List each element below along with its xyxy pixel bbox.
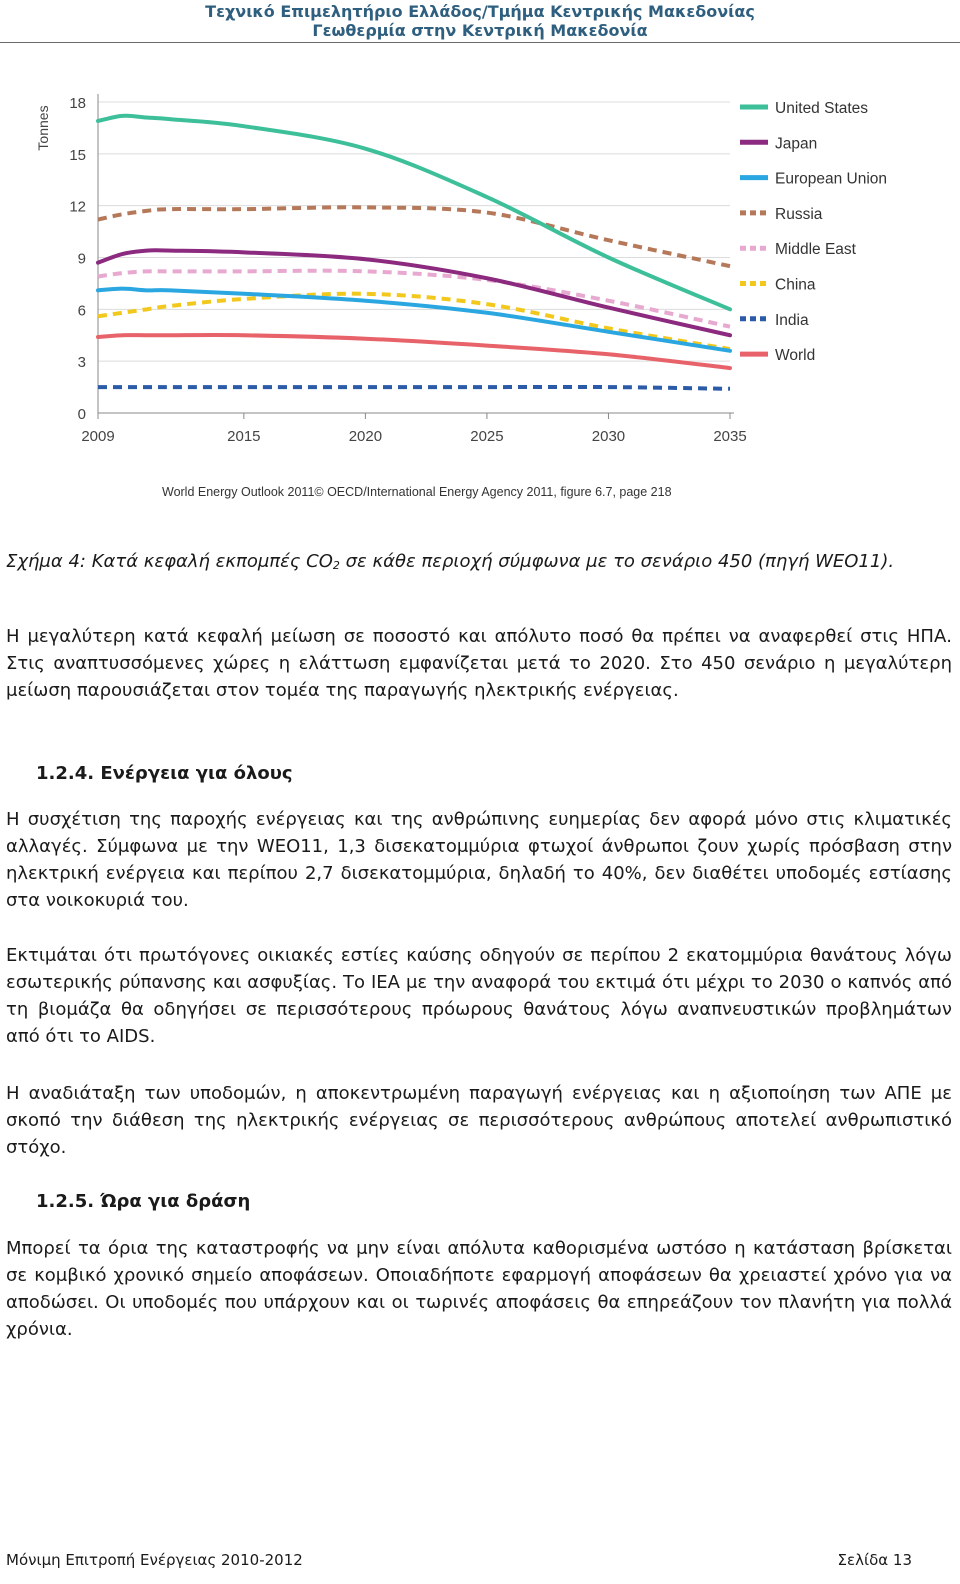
legend-label: Japan [775, 135, 818, 153]
y-tick-label: 18 [69, 95, 86, 112]
chart-y-axis-label: Tonnes [35, 105, 51, 151]
caption-suffix: σε κάθε περιοχή σύμφωνα με το σενάριο 450 (πηγή WEO11). [339, 551, 895, 572]
y-tick-label: 6 [77, 302, 86, 320]
legend-label: World [775, 347, 816, 365]
figure-caption [6, 548, 952, 577]
paragraph-infrastructure: Η αναδιάταξη των υποδομών, η αποκεντρωμένη παραγωγή ενέργειας και η αξιοποίηση των ΑΠΕ με σκοπό την διάθεση της ηλεκτρικής ενέργειας σε περισσότερους ανθρώπους αποτελεί ανθρωπιστικό στόχο. [6, 1083, 952, 1158]
y-tick-label: 3 [77, 354, 86, 372]
section-heading-energy-for-all: 1.2.4. Ενέργεια για όλους [36, 763, 293, 784]
chart-series [98, 116, 730, 389]
y-tick-label: 12 [69, 198, 86, 216]
section-heading-time-for-action: 1.2.5. Ώρα για δράση [36, 1191, 251, 1212]
co2-per-capita-chart [28, 80, 908, 510]
caption-prefix: Σχήμα 4: Κατά κεφαλή εκπομπές CO [6, 551, 333, 572]
header-organization: Τεχνικό Επιμελητήριο Ελλάδος/Τμήμα Κεντρικής Μακεδονίας [205, 2, 755, 21]
x-tick-label: 2009 [81, 428, 115, 445]
caption-subscript: 2 [332, 559, 340, 572]
paragraph-time-for-action: Μπορεί τα όρια της καταστροφής να μην είναι απόλυτα καθορισμένα ωστόσο η κατάσταση βρίσκεται σε κομβικό χρονικό σημείο αποφάσεων. Οποιαδήποτε εφαρμογή αποφάσεων θα χρειαστεί χρόνο για να αποδώσει. Οι υποδομές που υπάρχουν και οι τωρινές αποφάσεις θα επηρεάζουν τον πλανήτη για πολλά χρόνια. [6, 1238, 952, 1340]
legend-label: Russia [775, 205, 823, 223]
footer-page-number: Σελίδα 13 [837, 1551, 912, 1569]
chart-axes [69, 94, 746, 445]
x-tick-label: 2035 [713, 428, 747, 445]
y-tick-label: 9 [77, 250, 86, 268]
chart-gridlines [98, 102, 730, 361]
series-line-world [98, 335, 730, 368]
y-tick-label: 15 [69, 146, 86, 164]
header-divider [0, 42, 960, 43]
legend-label: European Union [775, 170, 888, 188]
x-tick-label: 2025 [470, 428, 504, 445]
header-document-title: Γεωθερμία στην Κεντρική Μακεδονία [312, 21, 648, 40]
series-line-india [98, 387, 730, 389]
legend-label: Middle East [775, 241, 856, 259]
x-tick-label: 2020 [348, 428, 383, 445]
legend-label: India [775, 311, 809, 329]
series-line-middle-east [98, 271, 730, 327]
footer-committee: Μόνιμη Επιτροπή Ενέργειας 2010-2012 [6, 1551, 303, 1569]
x-tick-label: 2030 [591, 428, 626, 445]
legend-label: United States [775, 100, 869, 117]
paragraph-energy-welfare: Η συσχέτιση της παροχής ενέργειας και της ανθρώπινης ευημερίας δεν αφορά μόνο στις κλιματικές αλλαγές. Σύμφωνα με την WEO11, 1,3 δισεκατομμύρια φτωχοί άνθρωποι ζουν χωρίς πρόσβαση στην ηλεκτρική ενέργεια και περίπου 2,7 δισεκατομμύρια, δηλαδή το 40%, δεν διαθέτει υποδομές εστίασης στα νοικοκυριά του. [6, 809, 952, 911]
x-tick-label: 2015 [227, 428, 261, 445]
page-footer [6, 1551, 912, 1569]
paragraph-emissions-reduction: Η μεγαλύτερη κατά κεφαλή μείωση σε ποσοστό και απόλυτο ποσό θα πρέπει να αναφερθεί στις ΗΠΑ. Στις αναπτυσσόμενες χώρες η ελάττωση εμφανίζεται μετά το 2020. Στο 450 σενάριο η μεγαλύτερη μείωση παρουσιάζεται στον τομέα της παραγωγής ηλεκτρικής ενέργειας. [6, 626, 952, 701]
legend-label: China [775, 276, 816, 294]
series-line-united-states [98, 116, 730, 310]
y-tick-label: 0 [77, 406, 86, 423]
chart-source-note: World Energy Outlook 2011© OECD/International Energy Agency 2011, figure 6.7, page 218 [162, 485, 672, 499]
paragraph-indoor-pollution: Εκτιμάται ότι πρωτόγονες οικιακές εστίες καύσης οδηγούν σε περίπου 2 εκατομμύρια θανάτους λόγω εσωτερικής ρύπανσης και ασφυξίας. Το IEA με την αναφορά του εκτιμά ότι μέχρι το 2030 ο καπνός από τη βιομάζα θα οδηγήσει σε περισσότερους πρόωρους θανάτους λόγω αναπνευστικών προβλημάτων από ότι το AIDS. [6, 945, 952, 1047]
chart-legend [740, 100, 887, 364]
